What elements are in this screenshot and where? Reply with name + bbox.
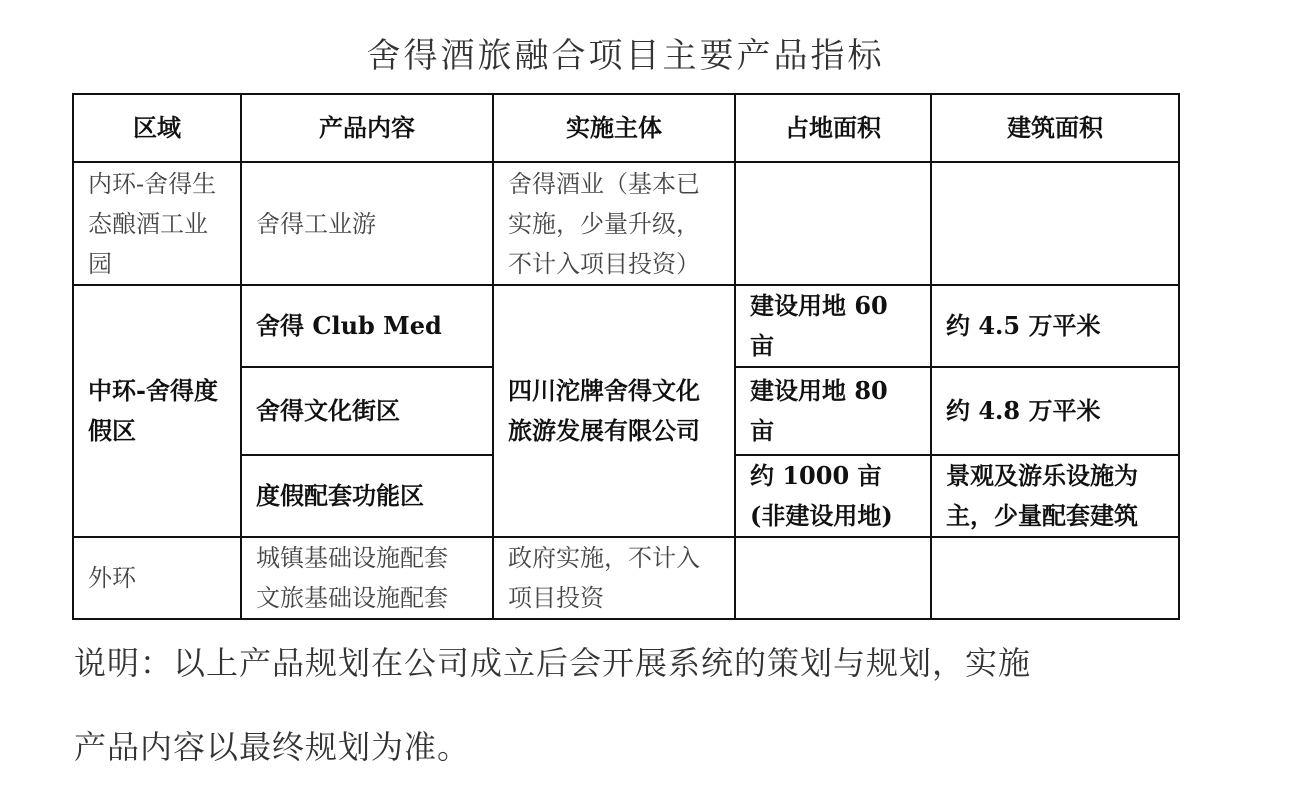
- cell-building-area: 约 4.5 万平米: [931, 285, 1179, 367]
- product-indicator-table: [72, 93, 1180, 620]
- cell-land-area: 建设用地 60 亩: [735, 285, 931, 367]
- cell-building-area: [931, 537, 1179, 619]
- cell-building-area: 景观及游乐设施为主，少量配套建筑: [931, 455, 1179, 537]
- note-line-2: 产品内容以最终规划为准。: [74, 728, 471, 766]
- header-building-area: 建筑面积: [931, 94, 1179, 162]
- cell-product: 舍得文化街区: [241, 367, 493, 455]
- cell-building-area: 约 4.8 万平米: [931, 367, 1179, 455]
- document-title: 舍得酒旅融合项目主要产品指标: [366, 36, 885, 76]
- cell-region-outer: 外环: [73, 537, 241, 619]
- cell-entity: 舍得酒业（基本已实施，少量升级，不计入项目投资）: [493, 162, 735, 285]
- cell-product: 舍得工业游: [241, 162, 493, 285]
- cell-product: 城镇基础设施配套 文旅基础设施配套: [241, 537, 493, 619]
- header-region: 区域: [73, 94, 241, 162]
- cell-land-area: 约 1000 亩 (非建设用地): [735, 455, 931, 537]
- table-row: [73, 285, 1179, 367]
- cell-building-area: [931, 162, 1179, 285]
- cell-land-area: [735, 537, 931, 619]
- cell-land-area: [735, 162, 931, 285]
- table-header-row: [73, 94, 1179, 162]
- header-land-area: 占地面积: [735, 94, 931, 162]
- note-line-1: 说明：以上产品规划在公司成立后会开展系统的策划与规划，实施: [74, 644, 1032, 682]
- table-row: [73, 162, 1179, 285]
- cell-entity: 四川沱牌舍得文化旅游发展有限公司: [493, 285, 735, 537]
- cell-product: 度假配套功能区: [241, 455, 493, 537]
- table-row: [73, 537, 1179, 619]
- header-product: 产品内容: [241, 94, 493, 162]
- cell-region-inner: 内环-舍得生态酿酒工业园: [73, 162, 241, 285]
- header-entity: 实施主体: [493, 94, 735, 162]
- cell-land-area: 建设用地 80 亩: [735, 367, 931, 455]
- cell-entity: 政府实施，不计入项目投资: [493, 537, 735, 619]
- cell-region-middle: 中环-舍得度假区: [73, 285, 241, 537]
- cell-product: 舍得 Club Med: [241, 285, 493, 367]
